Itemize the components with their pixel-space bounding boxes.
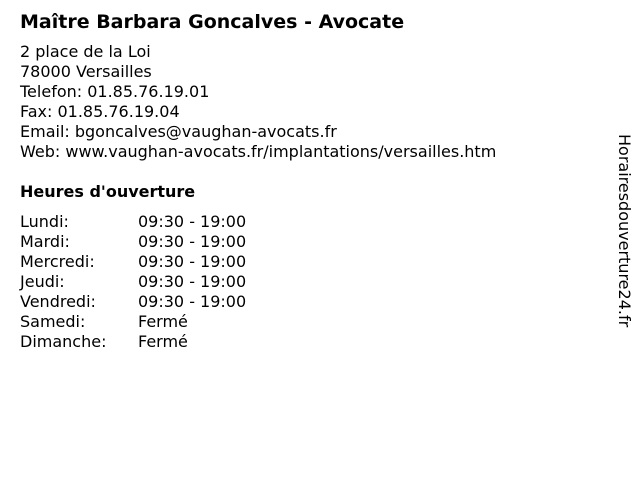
fax-line: Fax: 01.85.76.19.04: [20, 102, 180, 121]
opening-hours-heading: Heures d'ouverture: [20, 182, 196, 201]
hours-time: 09:30 - 19:00: [138, 232, 247, 251]
business-card: [20, 10, 600, 352]
hours-row-wednesday: [20, 252, 600, 272]
phone-line: Telefon: 01.85.76.19.01: [20, 82, 210, 101]
site-watermark: Horairesdouverture24.fr: [615, 134, 634, 328]
email-line: Email: bgoncalves@vaughan-avocats.fr: [20, 122, 337, 141]
hours-row-thursday: [20, 272, 600, 292]
hours-day: Jeudi:: [20, 272, 65, 291]
hours-row-sunday: [20, 332, 600, 352]
hours-day: Vendredi:: [20, 292, 96, 311]
hours-row-saturday: [20, 312, 600, 332]
hours-time: 09:30 - 19:00: [138, 292, 247, 311]
business-title: Maître Barbara Goncalves - Avocate: [20, 11, 405, 33]
hours-day: Mercredi:: [20, 252, 95, 271]
hours-row-tuesday: [20, 232, 600, 252]
hours-row-friday: [20, 292, 600, 312]
address-street: 2 place de la Loi: [20, 42, 151, 61]
hours-time: 09:30 - 19:00: [138, 272, 247, 291]
hours-day: Dimanche:: [20, 332, 107, 351]
hours-day: Mardi:: [20, 232, 70, 251]
hours-time: Fermé: [138, 312, 188, 331]
hours-time: 09:30 - 19:00: [138, 252, 247, 271]
hours-day: Lundi:: [20, 212, 69, 231]
hours-time: 09:30 - 19:00: [138, 212, 247, 231]
opening-hours-table: [20, 212, 600, 352]
address-city: 78000 Versailles: [20, 62, 152, 81]
hours-day: Samedi:: [20, 312, 86, 331]
web-line: Web: www.vaughan-avocats.fr/implantations/versailles.htm: [20, 142, 497, 161]
hours-time: Fermé: [138, 332, 188, 351]
hours-row-monday: [20, 212, 600, 232]
